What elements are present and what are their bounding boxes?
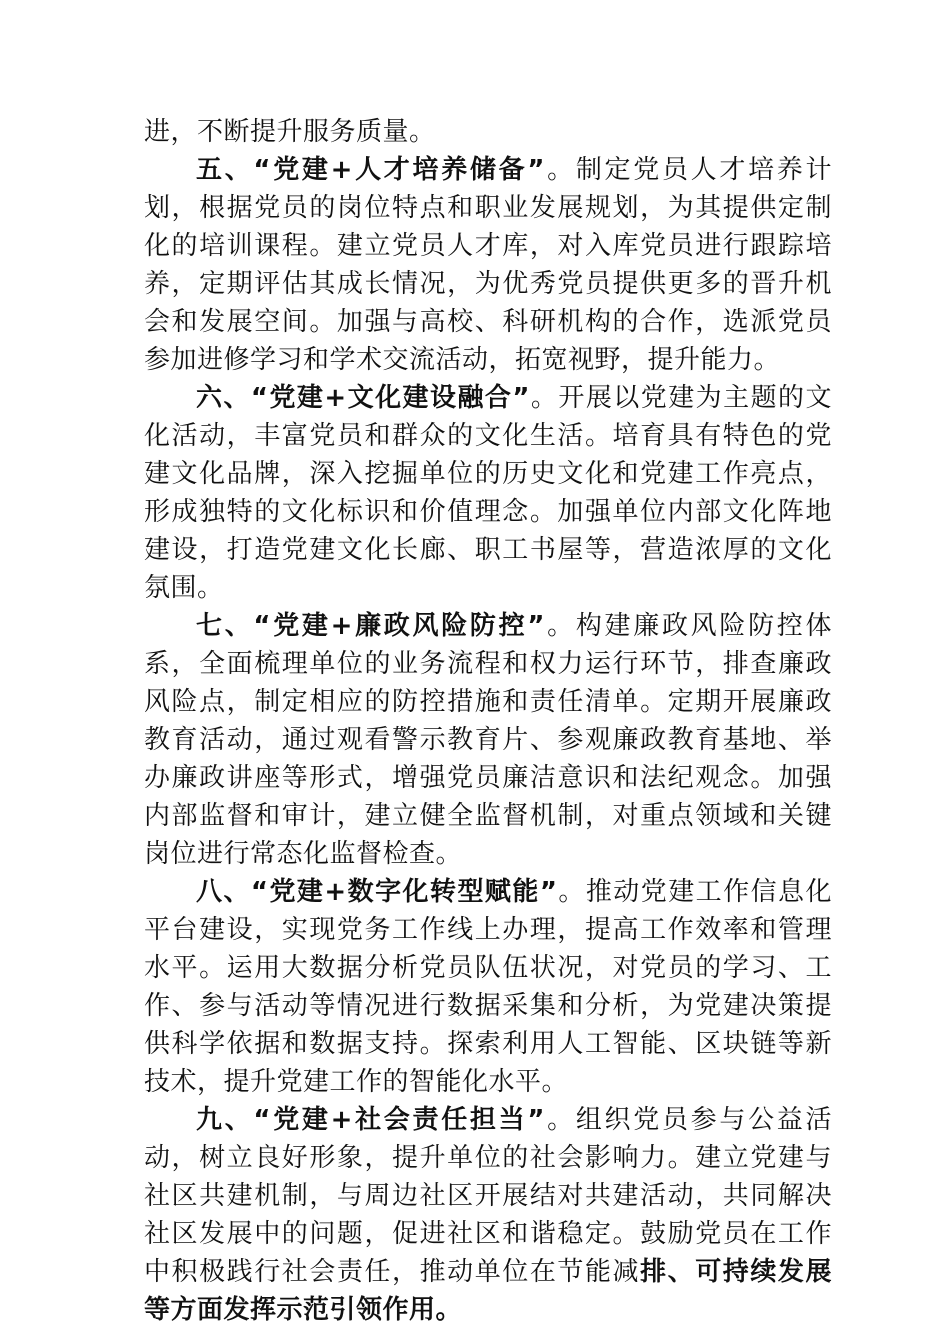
section-9-heading: 九、“党建+社会责任担当”	[196, 1105, 545, 1135]
section-5-paragraph	[144, 151, 832, 379]
section-8-paragraph	[144, 873, 832, 1101]
section-7-paragraph	[144, 607, 832, 873]
section-9-body-tail: 排、可持续发展等方面发挥示范引领作用。	[144, 1257, 832, 1325]
section-8-heading: 八、“党建+数字化转型赋能”	[196, 877, 558, 907]
section-5-body: 。制定党员人才培养计划，根据党员的岗位特点和职业发展规划，为其提供定制化的培训课程。建立党员人才库，对入库党员进行跟踪培养，定期评估其成长情况，为优秀党员提供更多的晋升机会和发展空间。加强与高校、科研机构的合作，选派党员参加进修学习和学术交流活动，拓宽视野，提升能力。	[144, 155, 832, 375]
section-6-body: 。开展以党建为主题的文化活动，丰富党员和群众的文化生活。培育具有特色的党建文化品牌，深入挖掘单位的历史文化和党建工作亮点，形成独特的文化标识和价值理念。加强单位内部文化阵地建设，打造党建文化长廊、职工书屋等，营造浓厚的文化氛围。	[144, 383, 832, 603]
section-6-paragraph	[144, 379, 832, 607]
section-5-heading: 五、“党建+人才培养储备”	[196, 155, 545, 185]
section-9-body: 。组织党员参与公益活动，树立良好形象，提升单位的社会影响力。建立党建与社区共建机制，与周边社区开展结对共建活动，共同解决社区发展中的问题，促进社区和谐稳定。鼓励党员在工作中积极践行社会责任，推动单位在节能减	[144, 1105, 832, 1287]
document-page	[144, 113, 832, 1329]
section-6-heading: 六、“党建+文化建设融合”	[196, 383, 530, 413]
section-8-body: 。推动党建工作信息化平台建设，实现党务工作线上办理，提高工作效率和管理水平。运用大数据分析党员队伍状况，对党员的学习、工作、参与活动等情况进行数据采集和分析，为党建决策提供科学依据和数据支持。探索利用人工智能、区块链等新技术，提升党建工作的智能化水平。	[144, 877, 832, 1097]
lead-in-paragraph: 进，不断提升服务质量。	[144, 117, 436, 147]
section-9-paragraph	[144, 1101, 832, 1329]
section-7-heading: 七、“党建+廉政风险防控”	[196, 611, 545, 641]
section-7-body: 。构建廉政风险防控体系，全面梳理单位的业务流程和权力运行环节，排查廉政风险点，制定相应的防控措施和责任清单。定期开展廉政教育活动，通过观看警示教育片、参观廉政教育基地、举办廉政讲座等形式，增强党员廉洁意识和法纪观念。加强内部监督和审计，建立健全监督机制，对重点领域和关键岗位进行常态化监督检查。	[144, 611, 832, 869]
